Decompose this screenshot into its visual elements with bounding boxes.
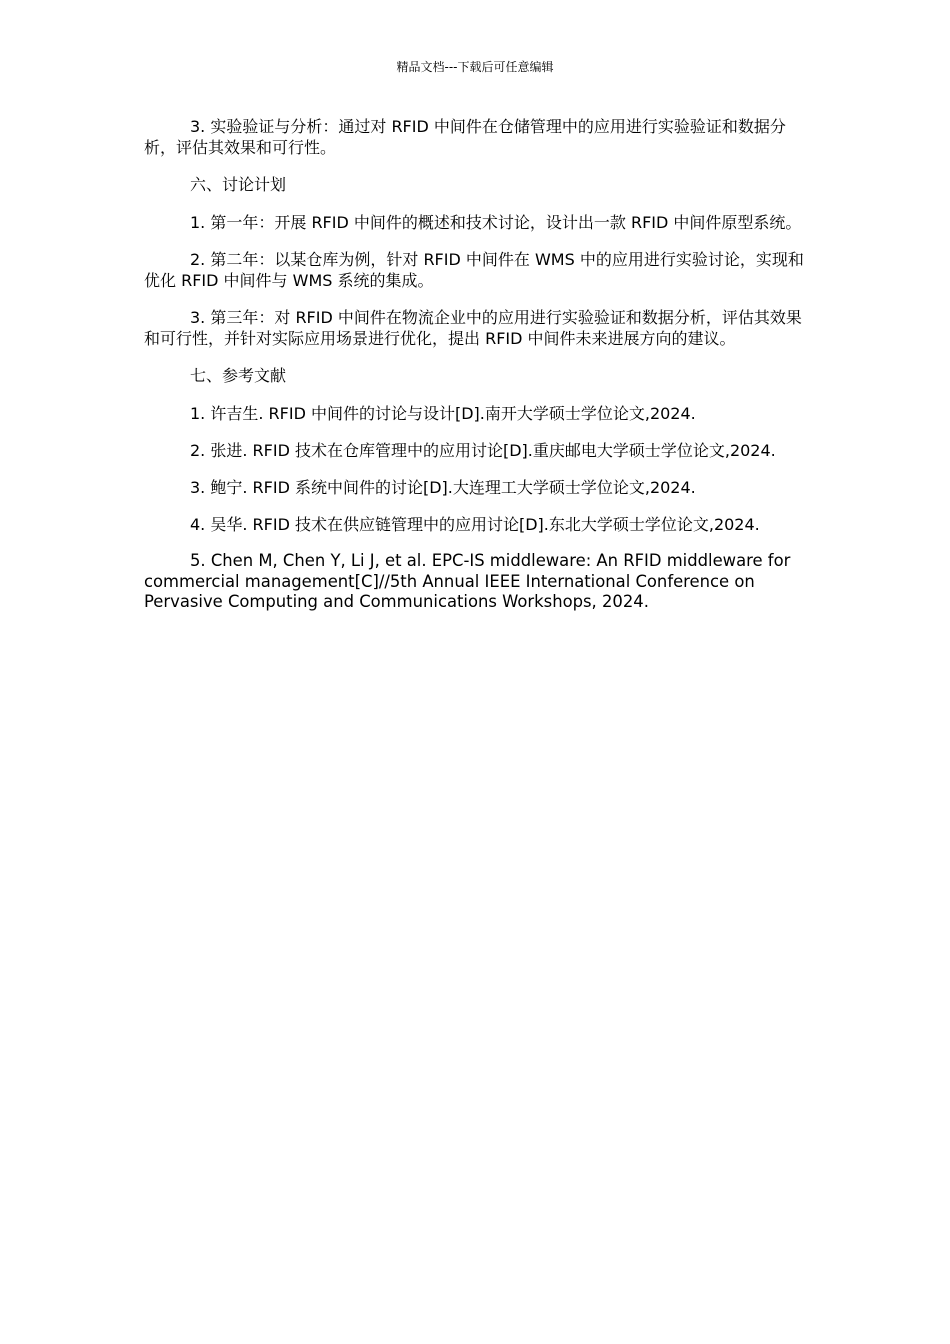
paragraph-experiment-validation: 3. 实验验证与分析：通过对 RFID 中间件在仓储管理中的应用进行实验验证和数据分析，评估其效果和可行性。 xyxy=(144,117,786,157)
section-heading-discussion-plan: 六、讨论计划 xyxy=(190,175,287,194)
plan-item-year-three: 3. 第三年：对 RFID 中间件在物流企业中的应用进行实验验证和数据分析，评估其效果和可行性，并针对实际应用场景进行优化，提出 RFID 中间件未来进展方向的建议。 xyxy=(144,308,802,348)
reference-item-5: 5. Chen M, Chen Y, Li J, et al. EPC-IS middleware: An RFID middleware for commercial management[C]//5th Annual IEEE International Conference on Pervasive Computing and Communications Workshops, 2024. xyxy=(144,551,791,611)
plan-item-year-two: 2. 第二年：以某仓库为例，针对 RFID 中间件在 WMS 中的应用进行实验讨论，实现和优化 RFID 中间件与 WMS 系统的集成。 xyxy=(144,250,804,290)
plan-item-year-one: 1. 第一年：开展 RFID 中间件的概述和技术讨论，设计出一款 RFID 中间件原型系统。 xyxy=(190,213,802,232)
page-header: 精品文档---下载后可任意编辑 xyxy=(396,60,554,74)
reference-item-4: 4. 吴华. RFID 技术在供应链管理中的应用讨论[D].东北大学硕士学位论文,2024. xyxy=(190,515,760,534)
section-heading-references: 七、参考文献 xyxy=(190,366,287,385)
reference-item-3: 3. 鲍宁. RFID 系统中间件的讨论[D].大连理工大学硕士学位论文,2024. xyxy=(190,478,696,497)
document-body xyxy=(144,116,810,629)
reference-item-1: 1. 许吉生. RFID 中间件的讨论与设计[D].南开大学硕士学位论文,2024. xyxy=(190,404,696,423)
reference-item-2: 2. 张进. RFID 技术在仓库管理中的应用讨论[D].重庆邮电大学硕士学位论文,2024. xyxy=(190,441,776,460)
